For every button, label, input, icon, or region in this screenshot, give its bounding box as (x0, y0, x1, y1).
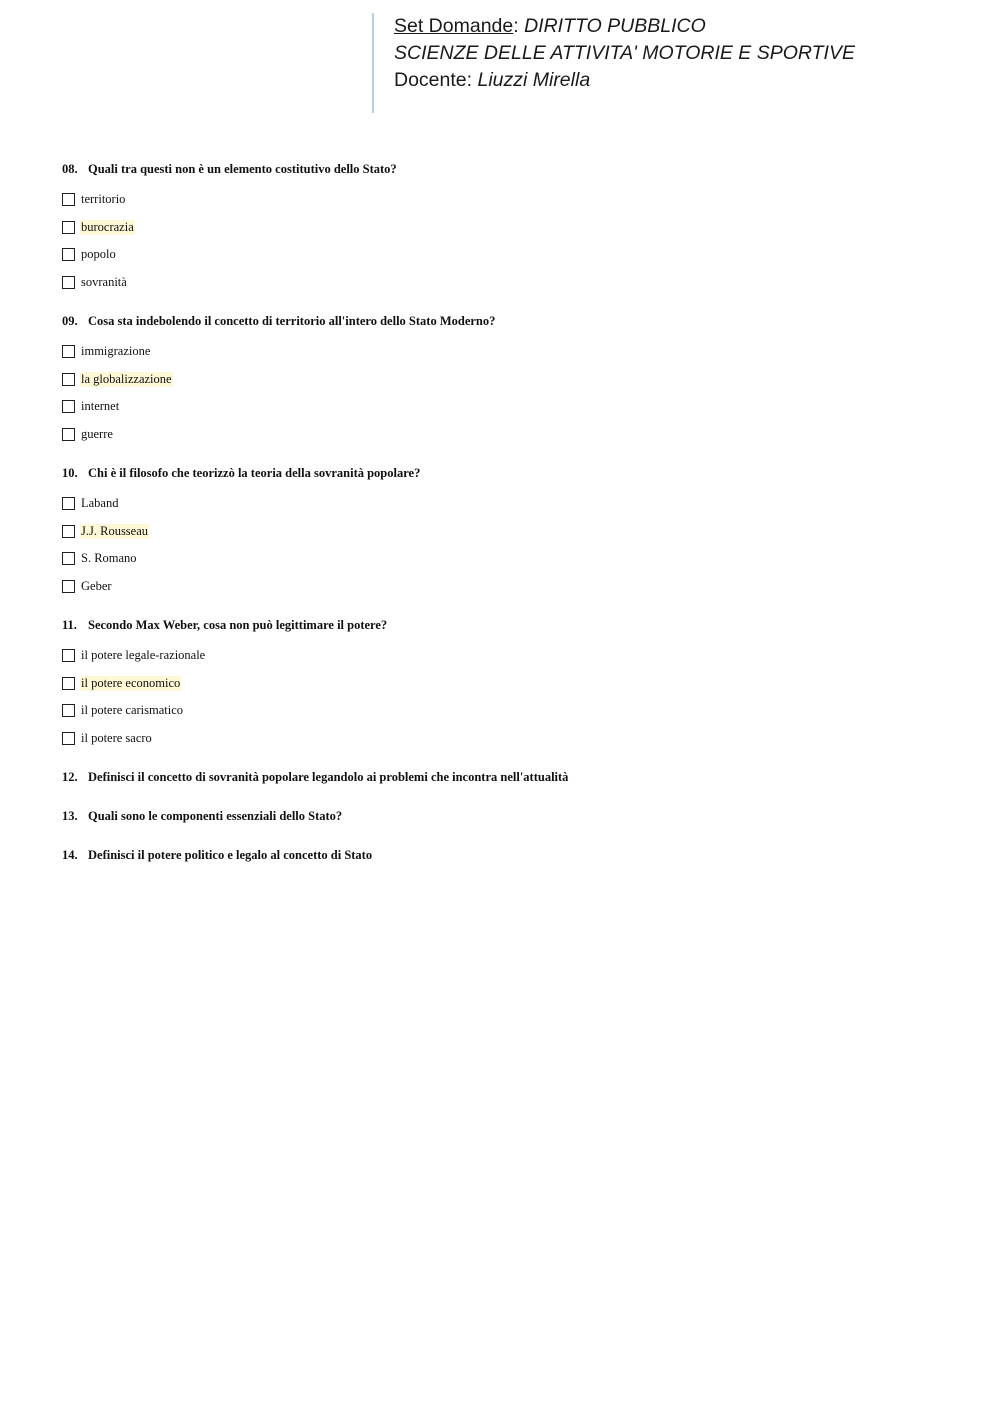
question-text: Quali sono le componenti essenziali dello Stato? (88, 809, 343, 823)
answer-checkbox[interactable] (62, 276, 75, 289)
question-number: 10. (62, 466, 78, 480)
question-list (62, 159, 942, 884)
answer-option[interactable] (62, 518, 942, 546)
set-colon: : (513, 15, 525, 37)
question-text: Definisci il concetto di sovranità popolare legandolo ai problemi che incontra nell'attualità (88, 770, 569, 784)
answer-checkbox[interactable] (62, 193, 75, 206)
question-number: 09. (62, 314, 78, 328)
answer-option[interactable] (62, 269, 942, 297)
answer-checkbox[interactable] (62, 580, 75, 593)
answer-checkbox[interactable] (62, 497, 75, 510)
answer-label: internet (81, 399, 120, 414)
answer-label: il potere carismatico (81, 703, 184, 718)
answer-label-highlighted: il potere economico (81, 675, 181, 690)
answer-checkbox[interactable] (62, 649, 75, 662)
answer-option[interactable] (62, 642, 942, 670)
header-set-line (394, 13, 932, 40)
header-teacher-line (394, 67, 932, 94)
question-text: Cosa sta indebolendo il concetto di territorio all'intero dello Stato Moderno? (88, 314, 496, 328)
open-question (62, 767, 942, 787)
answer-option[interactable] (62, 241, 942, 269)
answer-option[interactable] (62, 338, 942, 366)
question-text: Secondo Max Weber, cosa non può legittimare il potere? (88, 618, 388, 632)
course-name: SCIENZE DELLE ATTIVITA' MOTORIE E SPORTIVE (394, 42, 855, 64)
answer-checkbox[interactable] (62, 552, 75, 565)
answer-label: il potere legale-razionale (81, 648, 206, 663)
answer-label-highlighted: J.J. Rousseau (81, 523, 149, 538)
question-title (62, 311, 942, 331)
answer-option[interactable] (62, 725, 942, 753)
teacher-label: Docente: (394, 69, 478, 91)
answer-option[interactable] (62, 366, 942, 394)
answer-checkbox[interactable] (62, 428, 75, 441)
answer-checkbox[interactable] (62, 345, 75, 358)
answer-label: Laband (81, 496, 119, 511)
answer-options (62, 642, 942, 752)
answer-options (62, 186, 942, 296)
answer-option[interactable] (62, 697, 942, 725)
question-text: Quali tra questi non è un elemento costitutivo dello Stato? (88, 162, 397, 176)
question-number: 14. (62, 848, 78, 862)
subject-name: DIRITTO PUBBLICO (524, 15, 706, 37)
answer-options (62, 338, 942, 448)
answer-option[interactable] (62, 573, 942, 601)
answer-label: popolo (81, 247, 116, 262)
answer-label: immigrazione (81, 344, 151, 359)
question-title (62, 463, 942, 483)
answer-options (62, 490, 942, 600)
answer-checkbox[interactable] (62, 677, 75, 690)
answer-label: S. Romano (81, 551, 137, 566)
question-number: 08. (62, 162, 78, 176)
answer-label-highlighted: burocrazia (81, 219, 134, 234)
answer-label: territorio (81, 192, 126, 207)
answer-checkbox[interactable] (62, 373, 75, 386)
question-title (62, 615, 942, 635)
question-number: 13. (62, 809, 78, 823)
question-text: Chi è il filosofo che teorizzò la teoria della sovranità popolare? (88, 466, 421, 480)
answer-option[interactable] (62, 421, 942, 449)
question-number: 11. (62, 618, 77, 632)
answer-option[interactable] (62, 393, 942, 421)
document-header (372, 13, 932, 113)
answer-label: sovranità (81, 274, 127, 289)
question-number: 12. (62, 770, 78, 784)
answer-option[interactable] (62, 214, 942, 242)
answer-option[interactable] (62, 186, 942, 214)
teacher-name: Liuzzi Mirella (477, 69, 591, 91)
open-question (62, 845, 942, 865)
answer-checkbox[interactable] (62, 704, 75, 717)
question-block (62, 615, 942, 752)
answer-label: guerre (81, 426, 113, 441)
question-text: Definisci il potere politico e legalo al concetto di Stato (88, 848, 373, 862)
question-block (62, 311, 942, 448)
answer-checkbox[interactable] (62, 248, 75, 261)
answer-checkbox[interactable] (62, 221, 75, 234)
question-title (62, 159, 942, 179)
answer-checkbox[interactable] (62, 400, 75, 413)
question-block (62, 463, 942, 600)
answer-label: il potere sacro (81, 730, 152, 745)
answer-option[interactable] (62, 670, 942, 698)
question-block (62, 159, 942, 296)
set-label: Set Domande (394, 15, 514, 37)
answer-checkbox[interactable] (62, 732, 75, 745)
answer-checkbox[interactable] (62, 525, 75, 538)
open-question (62, 806, 942, 826)
answer-label-highlighted: la globalizzazione (81, 371, 172, 386)
answer-option[interactable] (62, 545, 942, 573)
answer-option[interactable] (62, 490, 942, 518)
answer-label: Geber (81, 578, 112, 593)
